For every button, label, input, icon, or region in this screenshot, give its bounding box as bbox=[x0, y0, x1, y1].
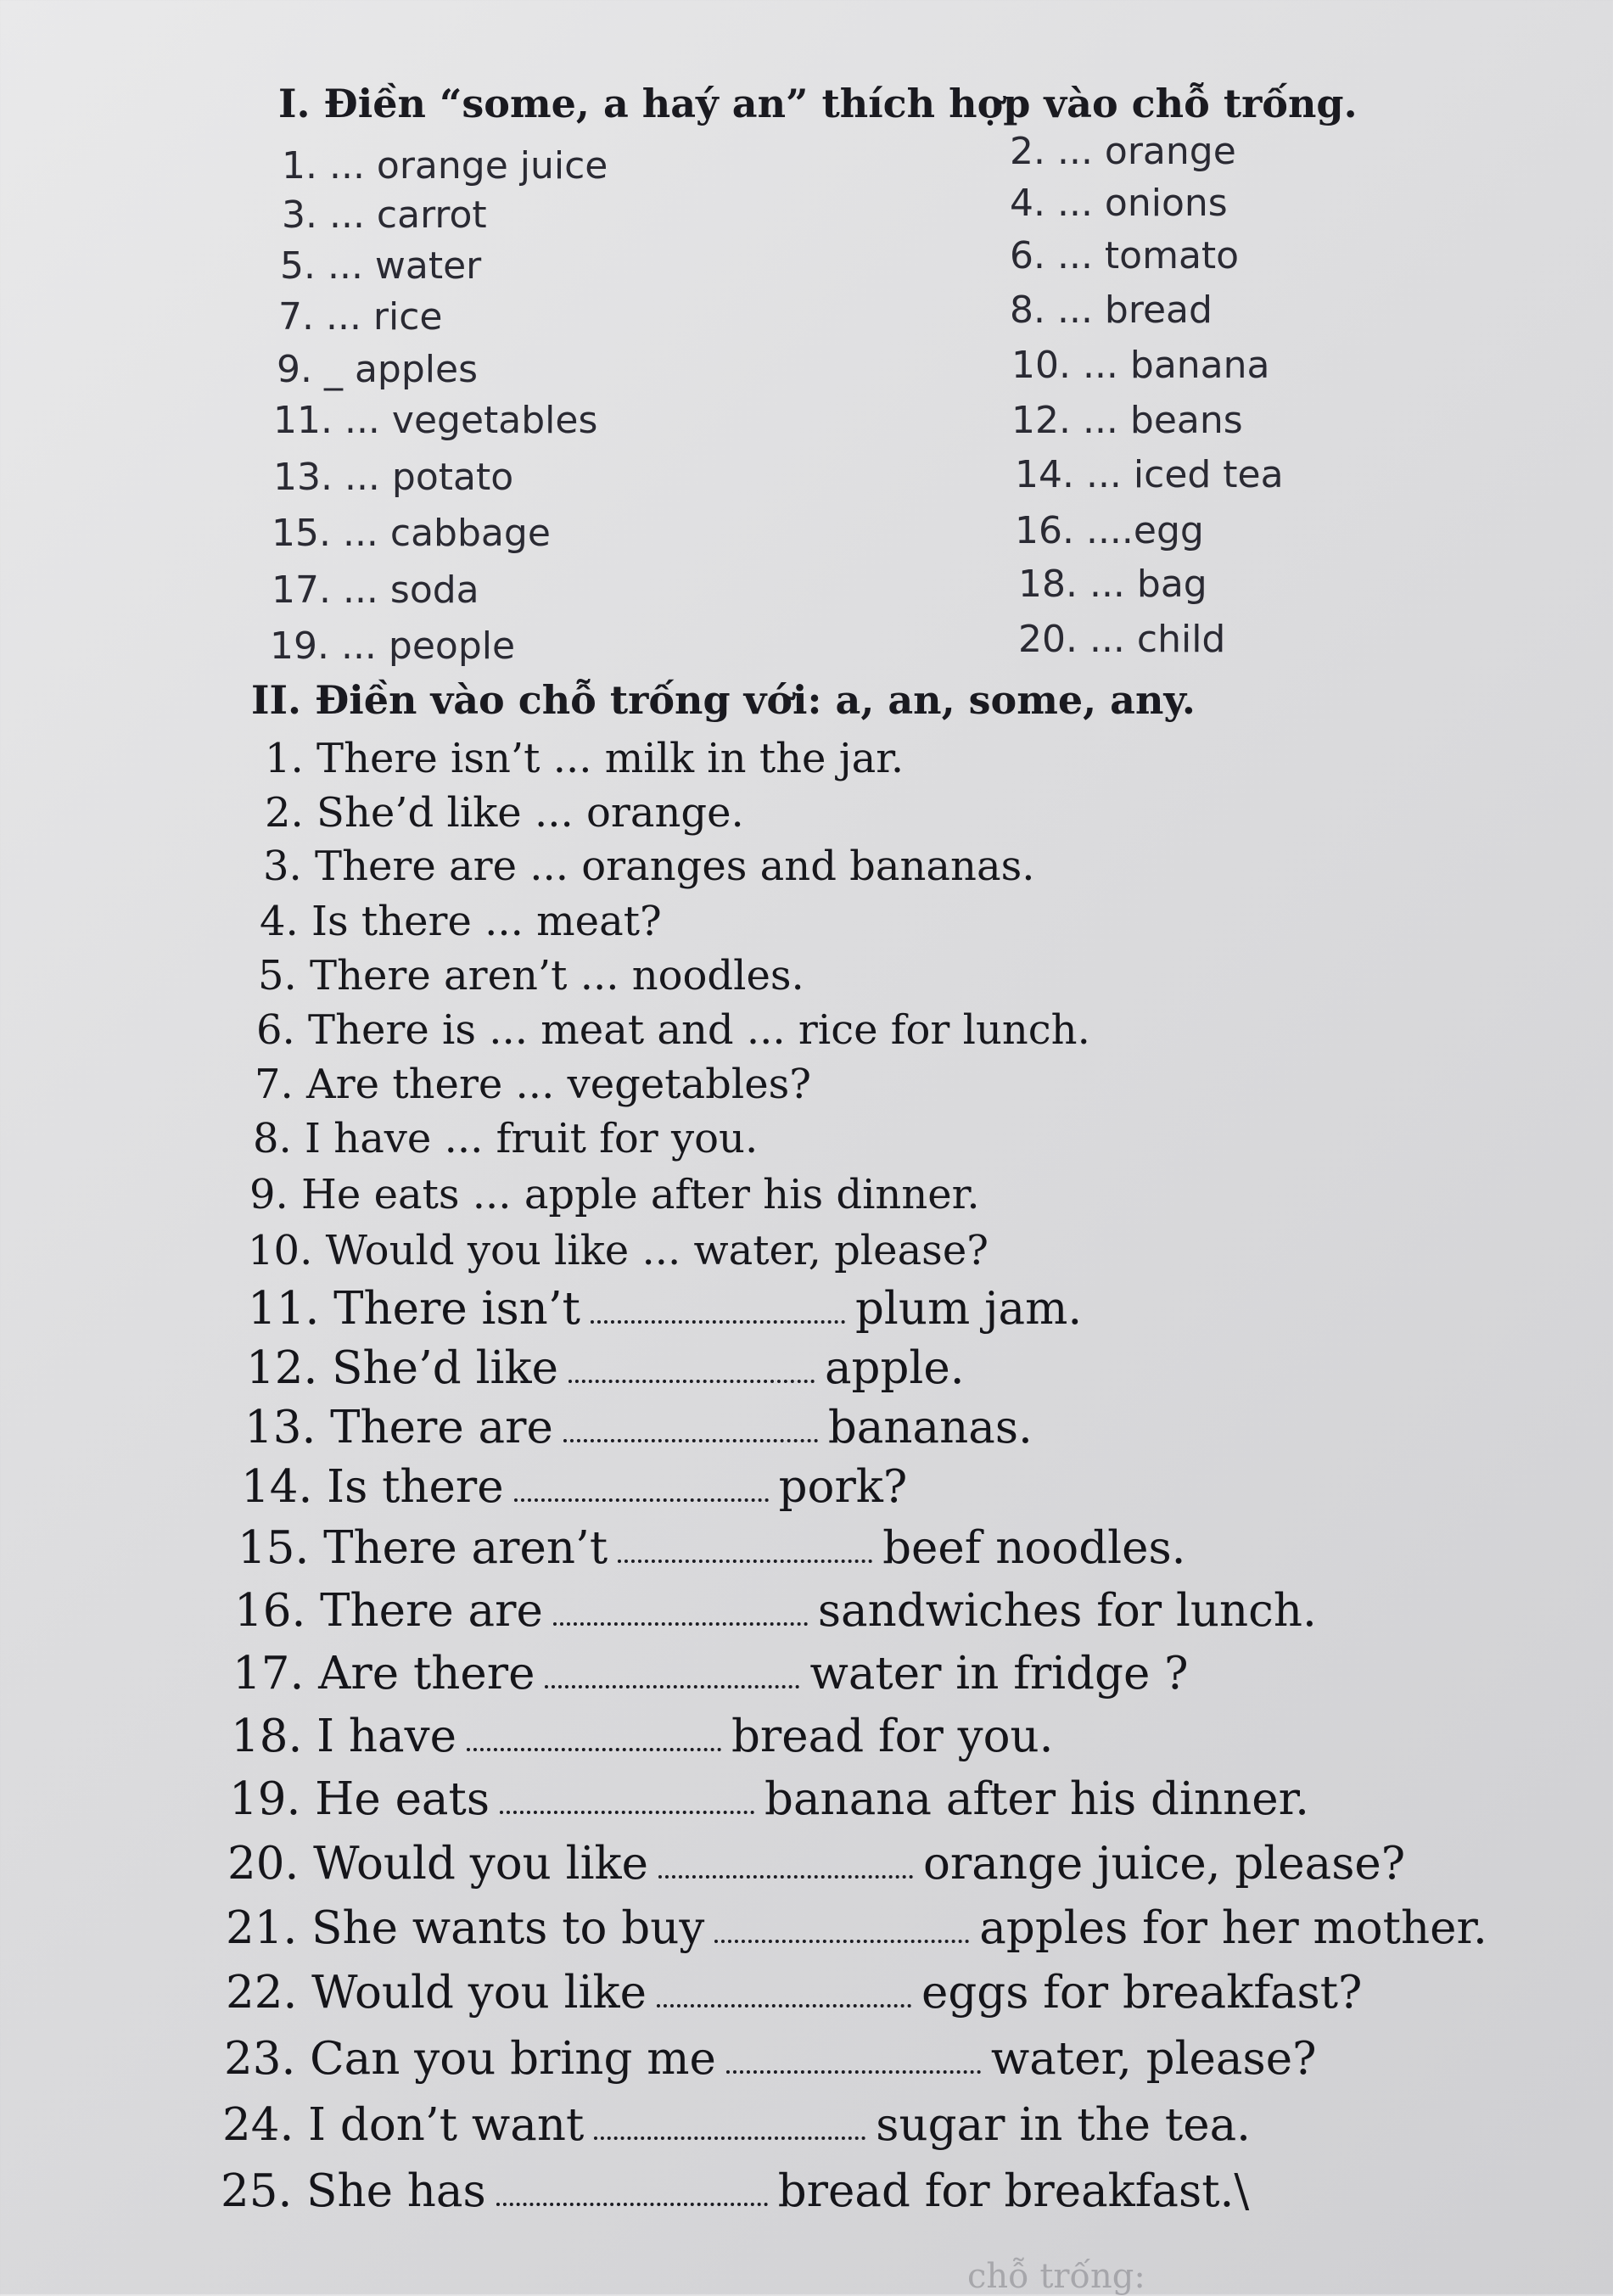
blank-suffix: bread for breakfast.\ bbox=[777, 2165, 1250, 2217]
blank-suffix: bananas. bbox=[827, 1402, 1033, 1453]
blank-prefix: 14. Is there bbox=[241, 1461, 504, 1513]
blank-sentence bbox=[226, 1902, 1487, 1954]
section-1-title: I. Điền “some, a haý an” thích hợp vào chỗ trống. bbox=[278, 81, 1358, 126]
blank-prefix: 15. There aren’t bbox=[238, 1522, 608, 1574]
blank-prefix: 16. There are bbox=[234, 1585, 543, 1637]
exercise-1-item: 10. ... banana bbox=[1011, 344, 1270, 387]
blank-suffix: beef noodles. bbox=[882, 1522, 1186, 1574]
blank-suffix: water, please? bbox=[990, 2033, 1317, 2085]
blank-suffix: water in fridge ? bbox=[809, 1648, 1189, 1700]
blank-sentence bbox=[241, 1461, 907, 1513]
exercise-1-item: 5. ... water bbox=[280, 244, 482, 288]
exercise-1-item: 12. ... beans bbox=[1011, 399, 1243, 442]
exercise-1-item: 15. ... cabbage bbox=[272, 512, 551, 555]
exercise-1-item: 11. ... vegetables bbox=[273, 399, 598, 442]
exercise-2-sentence: 4. Is there ... meat? bbox=[260, 898, 662, 945]
exercise-2-sentence: 10. Would you like ... water, please? bbox=[248, 1227, 989, 1274]
blank-prefix: 19. He eats bbox=[229, 1773, 490, 1825]
blank-suffix: apples for her mother. bbox=[979, 1902, 1487, 1954]
exercise-2-sentence: 9. He eats ... apple after his dinner. bbox=[249, 1171, 980, 1218]
blank-sentence bbox=[222, 2099, 1251, 2151]
answer-blank[interactable] bbox=[618, 1560, 872, 1563]
blank-prefix: 17. Are there bbox=[232, 1648, 535, 1700]
answer-blank[interactable] bbox=[553, 1622, 808, 1626]
exercise-1-item: 18. ... bag bbox=[1018, 563, 1207, 606]
exercise-1-item: 8. ... bread bbox=[1010, 288, 1213, 332]
answer-blank[interactable] bbox=[467, 1748, 721, 1751]
blank-prefix: 20. Would you like bbox=[227, 1838, 648, 1890]
blank-sentence bbox=[244, 1402, 1033, 1453]
next-section-fragment: chỗ trống: bbox=[967, 2257, 1145, 2296]
exercise-1-item: 19. ... people bbox=[270, 624, 516, 668]
blank-suffix: pork? bbox=[778, 1461, 908, 1513]
blank-sentence bbox=[226, 1967, 1362, 2019]
exercise-1-item: 2. ... orange bbox=[1010, 130, 1236, 173]
blank-sentence bbox=[231, 1711, 1054, 1762]
answer-blank[interactable] bbox=[726, 2070, 981, 2074]
exercise-1-item: 14. ... iced tea bbox=[1015, 453, 1284, 496]
blank-sentence bbox=[232, 1648, 1189, 1700]
exercise-1-item: 3. ... carrot bbox=[282, 193, 487, 237]
answer-blank[interactable] bbox=[568, 1380, 815, 1383]
blank-suffix: sugar in the tea. bbox=[876, 2099, 1252, 2151]
exercise-1-item: 13. ... potato bbox=[273, 456, 514, 499]
blank-prefix: 25. She has bbox=[221, 2165, 486, 2217]
answer-blank[interactable] bbox=[594, 2136, 865, 2140]
answer-blank[interactable] bbox=[657, 2004, 911, 2008]
exercise-1-item: 1. ... orange juice bbox=[282, 144, 608, 188]
blank-sentence bbox=[234, 1585, 1317, 1637]
blank-prefix: 24. I don’t want bbox=[222, 2099, 585, 2151]
blank-suffix: banana after his dinner. bbox=[764, 1773, 1309, 1825]
answer-blank[interactable] bbox=[496, 2203, 768, 2206]
blank-prefix: 11. There isn’t bbox=[248, 1283, 580, 1335]
exercise-2-sentence: 1. There isn’t ... milk in the jar. bbox=[265, 735, 905, 782]
answer-blank[interactable] bbox=[591, 1320, 845, 1324]
blank-sentence bbox=[224, 2033, 1317, 2085]
exercise-1-item: 7. ... rice bbox=[278, 295, 443, 339]
blank-sentence bbox=[238, 1522, 1186, 1574]
blank-prefix: 13. There are bbox=[244, 1402, 553, 1453]
blank-suffix: bread for you. bbox=[731, 1711, 1054, 1762]
answer-blank[interactable] bbox=[714, 1940, 969, 1943]
blank-suffix: eggs for breakfast? bbox=[921, 1967, 1363, 2019]
answer-blank[interactable] bbox=[563, 1439, 818, 1442]
blank-prefix: 21. She wants to buy bbox=[226, 1902, 705, 1954]
blank-sentence bbox=[227, 1838, 1405, 1890]
blank-prefix: 12. She’d like bbox=[246, 1342, 558, 1394]
answer-blank[interactable] bbox=[500, 1811, 754, 1814]
blank-sentence bbox=[221, 2165, 1249, 2217]
exercise-2-sentence: 3. There are ... oranges and bananas. bbox=[263, 843, 1035, 890]
blank-prefix: 18. I have bbox=[231, 1711, 456, 1762]
exercise-1-item: 9. _ apples bbox=[277, 348, 478, 391]
exercise-1-item: 20. ... child bbox=[1018, 618, 1226, 661]
blank-sentence bbox=[248, 1283, 1082, 1335]
blank-suffix: sandwiches for lunch. bbox=[817, 1585, 1317, 1637]
answer-blank[interactable] bbox=[545, 1685, 799, 1688]
blank-suffix: apple. bbox=[824, 1342, 965, 1394]
exercise-1-item: 6. ... tomato bbox=[1010, 234, 1240, 277]
blank-prefix: 22. Would you like bbox=[226, 1967, 647, 2019]
exercise-1-item: 17. ... soda bbox=[272, 568, 479, 612]
exercise-2-sentence: 2. She’d like ... orange. bbox=[265, 789, 744, 837]
exercise-1-item: 16. ....egg bbox=[1015, 509, 1204, 552]
exercise-2-sentence: 8. I have ... fruit for you. bbox=[253, 1115, 759, 1162]
exercise-1-item: 4. ... onions bbox=[1010, 182, 1228, 225]
blank-sentence bbox=[229, 1773, 1309, 1825]
exercise-2-sentence: 7. Are there ... vegetables? bbox=[255, 1061, 811, 1108]
section-2-title: II. Điền vào chỗ trống với: a, an, some, any. bbox=[251, 677, 1196, 723]
answer-blank[interactable] bbox=[514, 1498, 769, 1502]
blank-prefix: 23. Can you bring me bbox=[224, 2033, 716, 2085]
answer-blank[interactable] bbox=[658, 1875, 913, 1879]
blank-suffix: plum jam. bbox=[854, 1283, 1083, 1335]
exercise-2-sentence: 6. There is ... meat and ... rice for lunch. bbox=[256, 1006, 1090, 1054]
blank-sentence bbox=[246, 1342, 965, 1394]
blank-suffix: orange juice, please? bbox=[923, 1838, 1406, 1890]
exercise-2-sentence: 5. There aren’t ... noodles. bbox=[258, 952, 804, 1000]
